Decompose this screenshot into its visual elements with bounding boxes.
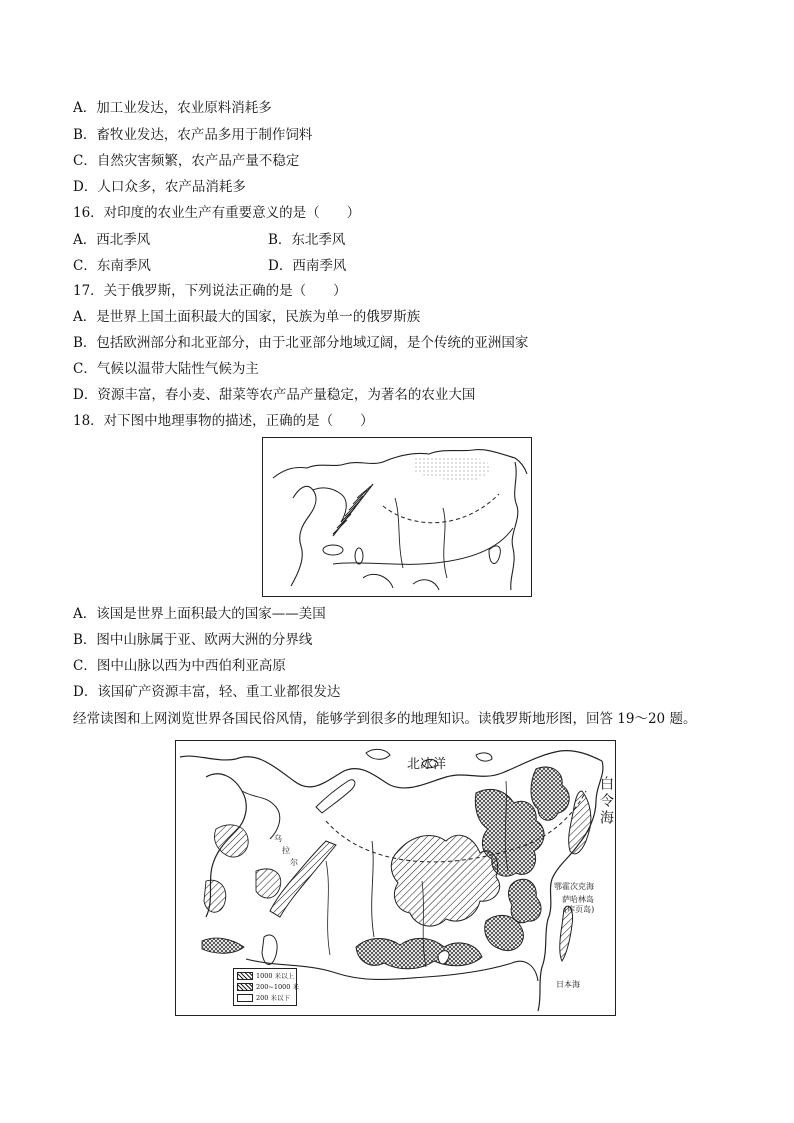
q15-option-b: B．畜牧业发达，农产品多用于制作饲料: [73, 127, 313, 143]
ural-label-1: 乌: [274, 834, 282, 843]
sakhalin-label: 萨哈林岛: [562, 895, 594, 904]
sakhalin-paren-label: (库页岛): [564, 905, 595, 914]
q17-stem: 17．关于俄罗斯，下列说法正确的是（ ）: [73, 283, 347, 299]
q15-option-c: C．自然灾害频繁，农产品产量不稳定: [73, 153, 300, 169]
q15-option-a: A．加工业发达，农业原料消耗多: [73, 100, 272, 116]
okhotsk-sea-label: 鄂霍次克海: [554, 882, 594, 891]
q18-outline-map: [262, 437, 532, 597]
q16-option-c: C．东南季风: [73, 258, 151, 274]
q18-option-b: B．图中山脉属于亚、欧两大洲的分界线: [73, 632, 313, 648]
ural-label-2: 拉: [282, 846, 290, 855]
q18-option-a: A．该国是世界上面积最大的国家——美国: [73, 606, 326, 622]
q16-option-b: B．东北季风: [268, 232, 346, 248]
q15-option-d: D．人口众多，农产品消耗多: [73, 179, 246, 195]
legend-row-low: [237, 993, 295, 1003]
legend-row-mid: [237, 982, 299, 992]
q18-stem: 18．对下图中地理事物的描述，正确的是（ ）: [73, 413, 374, 429]
q18-map-drawing: [263, 438, 531, 596]
legend-text-mid: 200~1000 米: [256, 983, 299, 991]
intro-paragraph: 经常读图和上网浏览世界各国民俗风情，能够学到很多的地理知识。读俄罗斯地形图，回答 19～20 题。: [73, 711, 697, 727]
q18-option-c: C．图中山脉以西为中西伯利亚高原: [73, 658, 286, 674]
q16-option-a: A．西北季风: [73, 232, 151, 248]
bering-sea-label: 白令海: [598, 776, 614, 827]
q16-stem: 16．对印度的农业生产有重要意义的是（ ）: [73, 205, 361, 221]
legend-row-high: [237, 971, 295, 981]
q16-option-d: D．西南季风: [268, 258, 347, 274]
legend-swatch-high: [237, 972, 253, 980]
q17-option-a: A．是世界上国土面积最大的国家，民族为单一的俄罗斯族: [73, 309, 421, 325]
legend-swatch-mid: [237, 983, 253, 991]
q17-option-c: C．气候以温带大陆性气候为主: [73, 361, 259, 377]
legend-text-low: 200 米以下: [256, 994, 290, 1002]
sea-of-japan-label: 日本海: [556, 980, 580, 989]
q18-option-d: D．该国矿产资源丰富，轻、重工业都很发达: [73, 684, 341, 700]
ural-label-3: 尔: [290, 858, 298, 867]
q17-option-b: B．包括欧洲部分和北亚部分，由于北亚部分地域辽阔，是个传统的亚洲国家: [73, 335, 529, 351]
arctic-ocean-label: 北冰洋: [407, 757, 447, 772]
map-legend: [233, 968, 297, 1006]
legend-text-high: 1000 米以上: [256, 972, 295, 980]
legend-swatch-low: [237, 994, 253, 1002]
q17-option-d: D．资源丰富，春小麦、甜菜等农产品产量稳定，为著名的农业大国: [73, 387, 476, 403]
